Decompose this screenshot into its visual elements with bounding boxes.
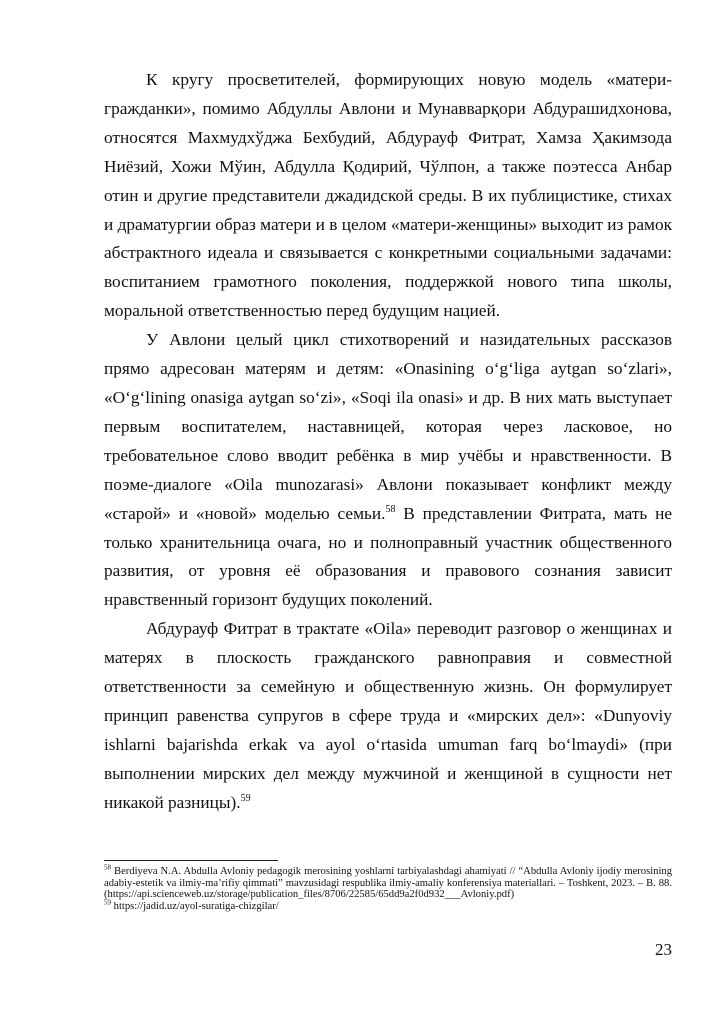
footnotes <box>104 863 673 912</box>
footnote-59-link[interactable]: https://jadid.uz/ayol-suratiga-chizgilar/ <box>113 900 279 912</box>
paragraph-1 <box>104 66 672 326</box>
page-number: 23 <box>655 940 672 959</box>
footnote-ref-59[interactable]: 59 <box>240 792 251 804</box>
footnote-58-text: Berdiyeva N.A. Abdulla Avloniy pedagogik merosining yoshlarni tarbiyalashdagi ahamiyati // “Abdulla Avloniy ijodiy merosining adabiy-estetik va ilmiy-ma’rifiy qimmati” mavzusidagi respublika ilmiy-amaliy konferensiya materiallari. – Toshkent, 2023. – B. 88. (https://api.scienceweb.uz/storage/publication_files/8706/22585/65dd9a2f0d932___Avloniy.pdf) <box>104 866 673 901</box>
footnote-59 <box>104 898 672 913</box>
footnote-marker-59: 59 <box>104 898 111 907</box>
footnote-58 <box>104 863 673 901</box>
paragraph-1-text: К кругу просветителей, формирующих новую модель «матери-гражданки», помимо Абдуллы Авлони и Мунавварқори Абдурашидхонова, относятся Махмудхўджа Бехбудий, Абдурауф Фитрат, Хамза Ҳакимзода Ниёзий, Хожи Мўин, Абдулла Қодирий, Чўлпон, а также поэтесса Анбар отин и другие представители джадидской среды. В их публицистике, стихах и драматургии образ матери и в целом «матери-женщины» выходит из рамок абстрактного идеала и связывается с конкретными социальными задачами: воспитанием грамотного поколения, поддержкой нового типа школы, моральной ответственностью перед будущим нацией. <box>104 70 672 321</box>
paragraph-2-text-b: В представлении Фитрата, мать не только хранительница очага, но и полноправный участник общественного развития, от уровня её образования и правового сознания зависит нравственный горизонт будущих поколений. <box>104 503 673 610</box>
footnote-ref-58[interactable]: 58 <box>385 503 396 515</box>
footnote-separator <box>104 860 278 861</box>
paragraph-2 <box>104 326 672 615</box>
paragraph-2-text-a: У Авлони целый цикл стихотворений и назидательных рассказов прямо адресован матерям и детям: «Onasining oʻgʻliga aytgan soʻzlari», «Oʻgʻlining onasiga aytgan soʻzi», «Soqi ila onasi» и др. В них мать выступает первым воспитателем, наставницей, которая через ласковое, но требовательное слово вводит ребёнка в мир учёбы и нравственности. В поэме-диалоге «Oila munozarasi» Авлони показывает конфликт между «старой» и «новой» моделью семьи. <box>104 330 672 523</box>
footnote-marker-58: 58 <box>104 863 111 872</box>
body-text <box>104 66 672 818</box>
paragraph-3 <box>104 615 672 817</box>
paragraph-3-text: Абдурауф Фитрат в трактате «Oila» переводит разговор о женщинах и матерях в плоскость гражданского равноправия и совместной ответственности за семейную и общественную жизнь. Он формулирует принцип равенства супругов в сфере труда и «мирских дел»: «Dunyoviy ishlarni bajarishda erkak va ayol oʻrtasida umuman farq boʻlmaydi» (при выполнении мирских дел между мужчиной и женщиной в сущности нет никакой разницы). <box>104 619 672 812</box>
